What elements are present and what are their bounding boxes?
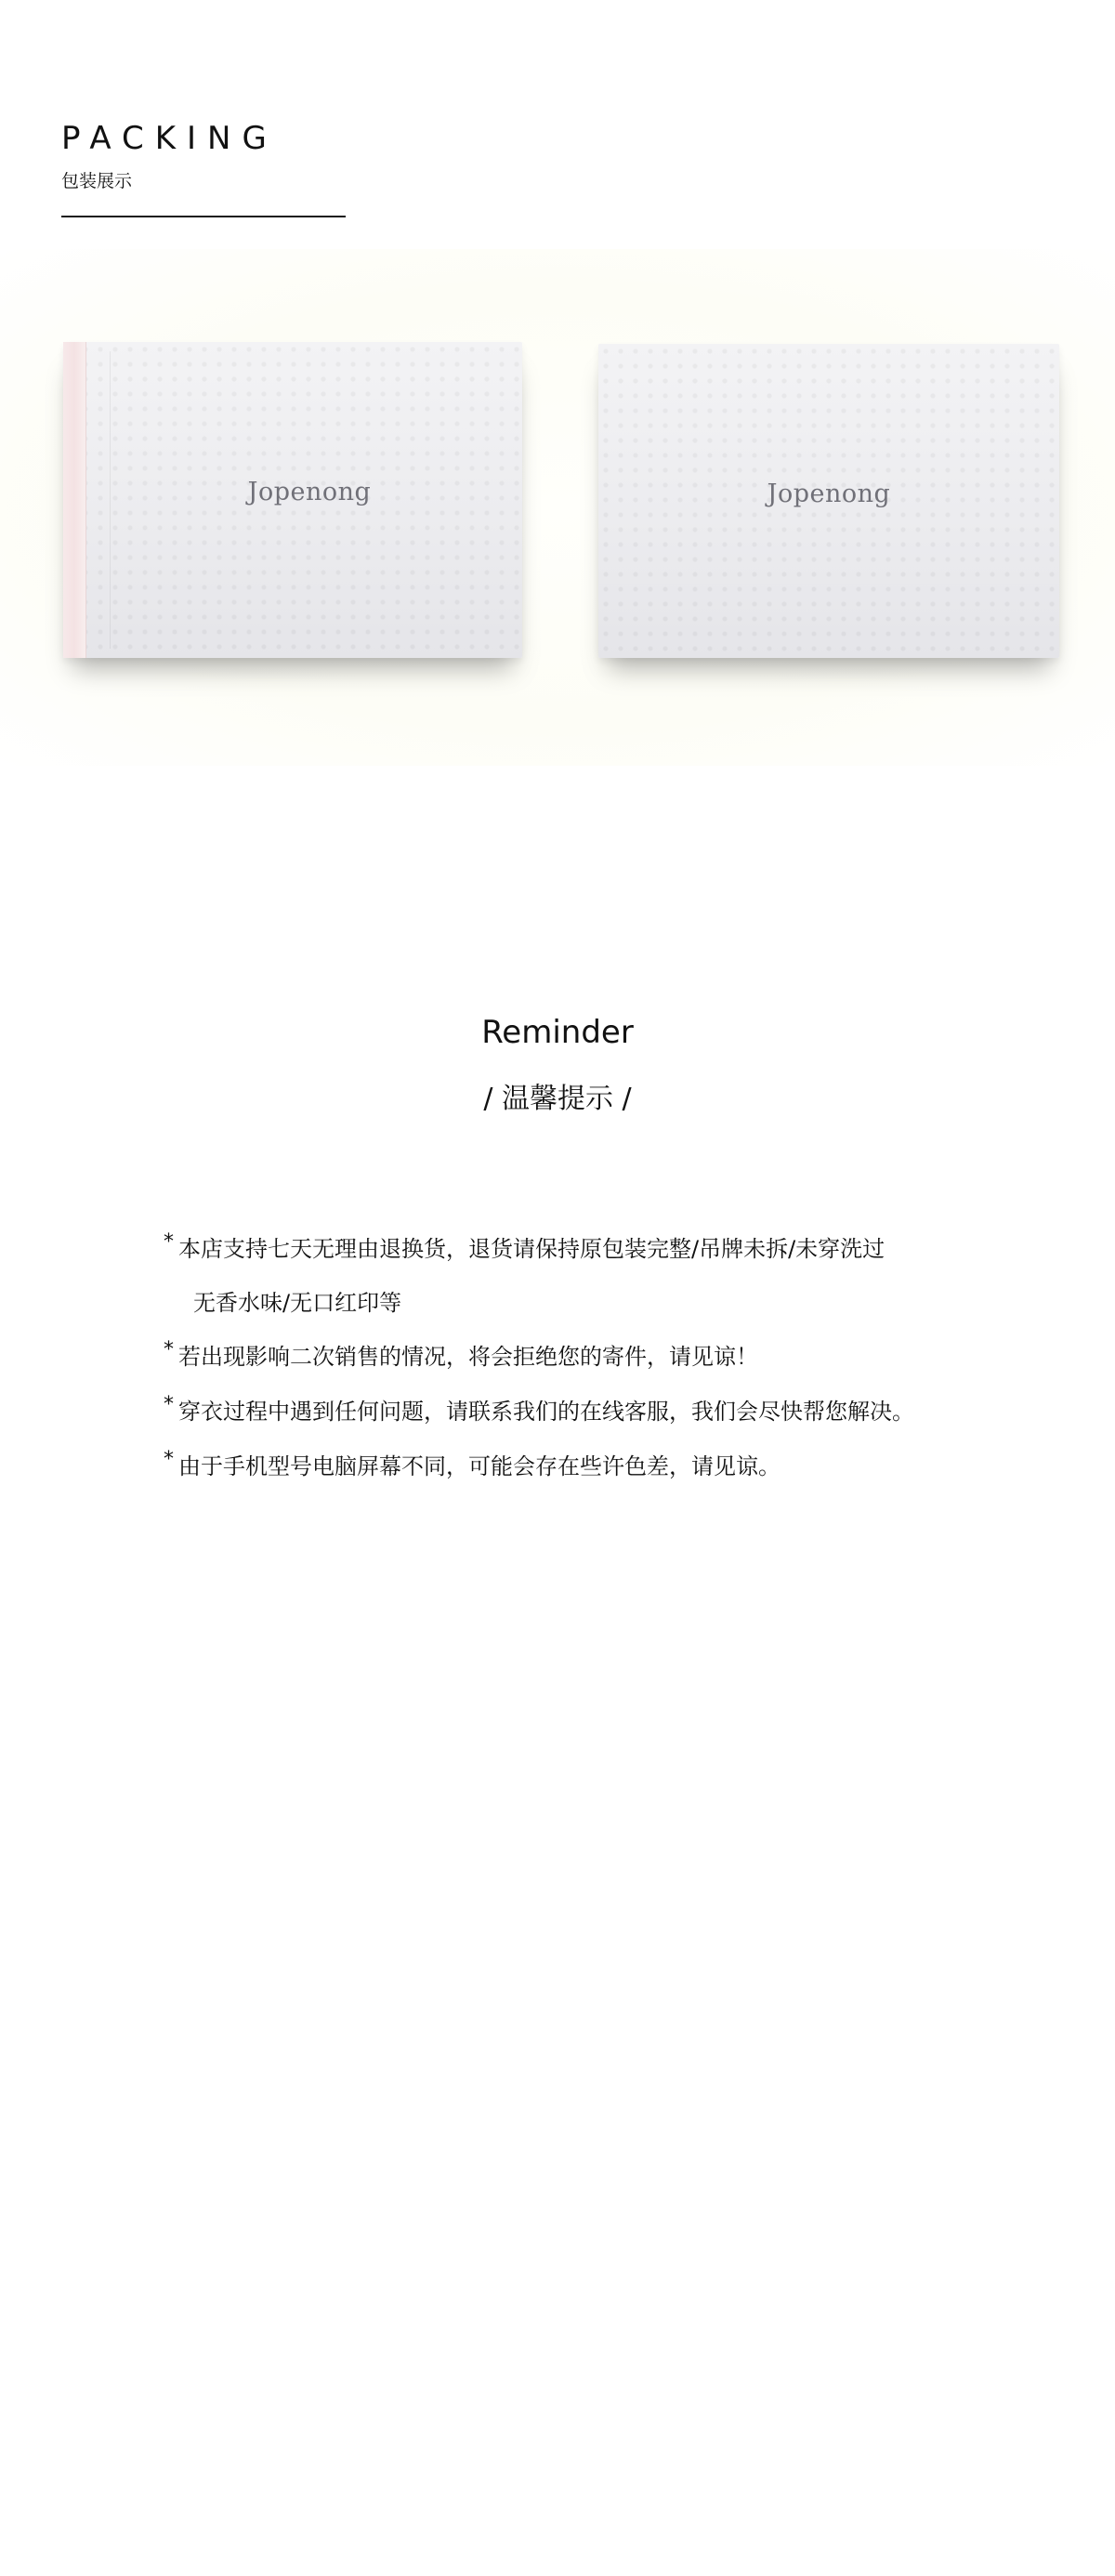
asterisk: *	[164, 1338, 174, 1361]
note-item	[164, 1230, 1000, 1262]
packing-divider	[61, 216, 346, 217]
mailer-bag-back	[598, 344, 1059, 658]
note-text: 由于手机型号电脑屏幕不同，可能会存在些许色差，请见谅。	[178, 1453, 780, 1479]
note-item	[164, 1338, 1000, 1370]
note-text: 无香水味/无口红印等	[193, 1290, 402, 1316]
brand-logo: Jopenong	[247, 478, 372, 506]
reminder-notes	[164, 1230, 1000, 1479]
note-item	[164, 1448, 1000, 1479]
packing-subtitle: 包装展示	[61, 171, 133, 191]
packaging-showcase	[0, 249, 1115, 766]
note-text: 若出现影响二次销售的情况，将会拒绝您的寄件，请见谅！	[178, 1344, 758, 1370]
packing-title: PACKING	[61, 120, 278, 157]
note-text: 本店支持七天无理由退换货，退货请保持原包装完整/吊牌未拆/未穿洗过	[178, 1236, 885, 1262]
asterisk: *	[164, 1230, 174, 1254]
brand-logo: Jopenong	[767, 480, 891, 508]
asterisk: *	[164, 1448, 174, 1471]
note-item	[164, 1393, 1000, 1425]
note-item-continued	[178, 1292, 1015, 1314]
asterisk: *	[164, 1393, 174, 1416]
reminder-subtitle: / 温馨提示 /	[483, 1083, 632, 1115]
reminder-title: Reminder	[481, 1014, 634, 1051]
mailer-bag-front	[63, 342, 522, 658]
note-text: 穿衣过程中遇到任何问题，请联系我们的在线客服，我们会尽快帮您解决。	[178, 1399, 914, 1425]
